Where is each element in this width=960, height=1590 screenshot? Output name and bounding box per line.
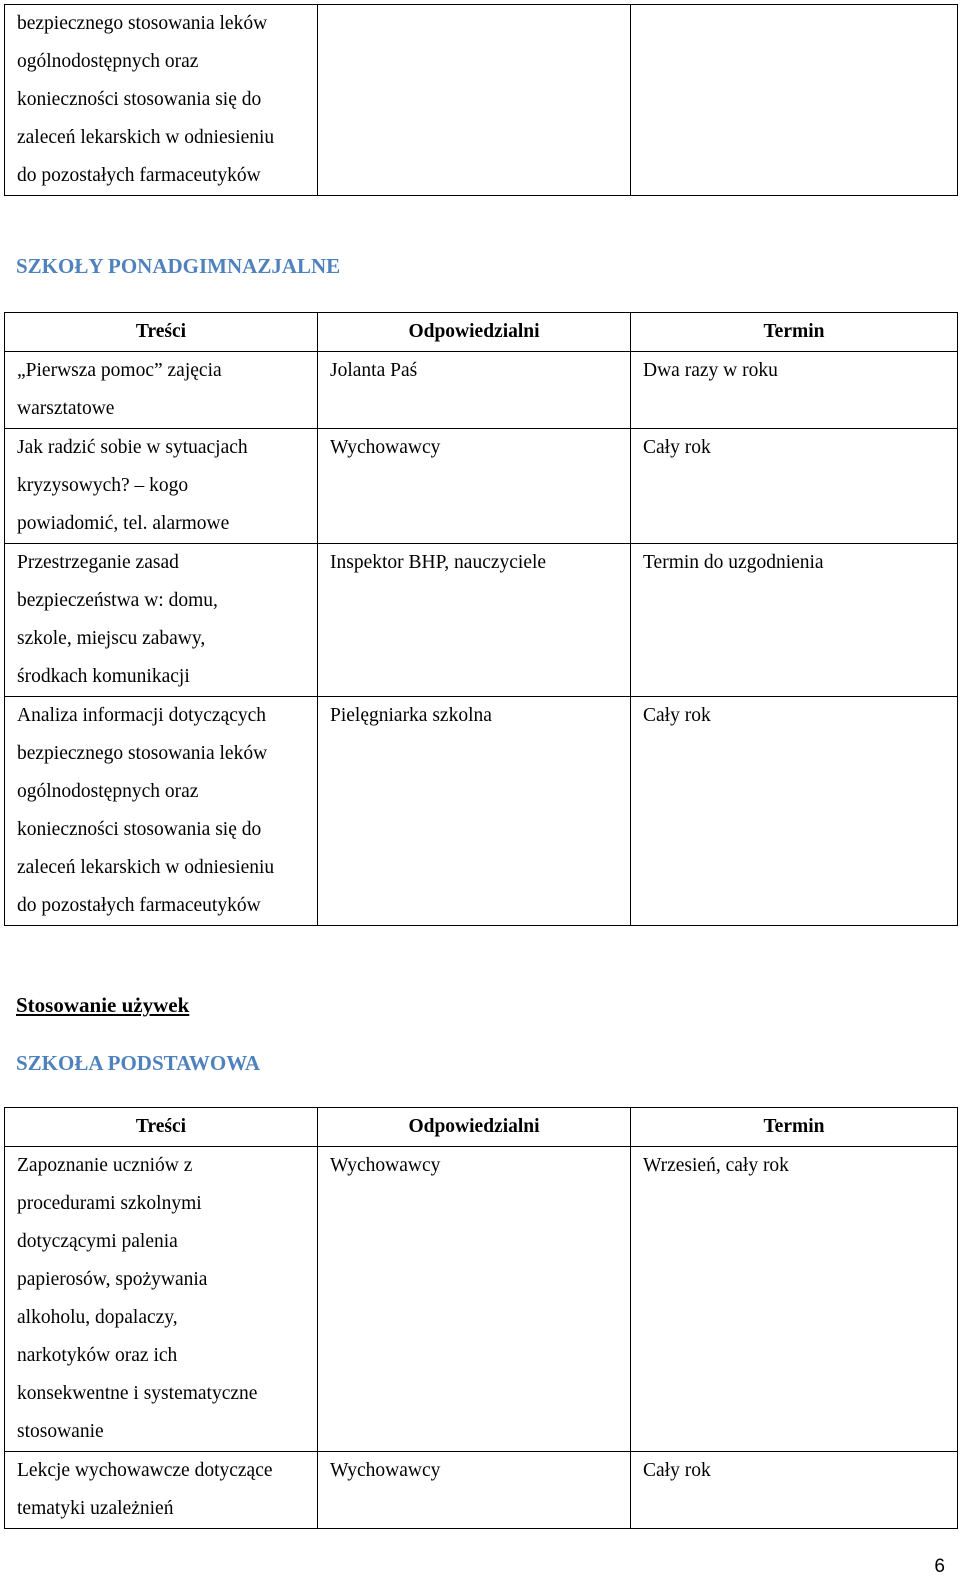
table-header-row — [5, 1108, 958, 1147]
termin-cell: Cały rok — [631, 1452, 958, 1529]
header-odpowiedzialni: Odpowiedzialni — [318, 313, 631, 352]
header-termin: Termin — [631, 313, 958, 352]
cell-text-line: Analiza informacji dotyczących — [17, 705, 267, 726]
odpowiedzialni-cell: Wychowawcy — [318, 429, 631, 544]
tresci-cell — [5, 1452, 318, 1529]
table-row — [5, 544, 958, 697]
termin-cell: Cały rok — [631, 697, 958, 926]
cell-text-line: kryzysowych? – kogo — [17, 475, 189, 496]
termin-cell: Termin do uzgodnienia — [631, 544, 958, 697]
section-heading-podstawowa: SZKOŁA PODSTAWOWA — [16, 1051, 261, 1075]
cell-text-line: do pozostałych farmaceutyków — [17, 895, 261, 916]
cell-text-line: bezpiecznego stosowania leków — [17, 743, 268, 764]
odpowiedzialni-cell: Wychowawcy — [318, 1147, 631, 1452]
cell-text-line: konieczności stosowania się do — [17, 89, 262, 110]
termin-cell: Cały rok — [631, 429, 958, 544]
table-header-row — [5, 313, 958, 352]
page-number: 6 — [934, 1556, 945, 1577]
section-heading-ponadgimnazjalne: SZKOŁY PONADGIMNAZJALNE — [16, 254, 341, 278]
cell-text-line: bezpiecznego stosowania leków — [17, 13, 268, 34]
header-odpowiedzialni: Odpowiedzialni — [318, 1108, 631, 1147]
cell-text-line: szkole, miejscu zabawy, — [17, 628, 206, 649]
cell-text-line: Zapoznanie uczniów z — [17, 1155, 193, 1176]
tresci-cell — [5, 544, 318, 697]
continuation-table — [4, 4, 958, 196]
header-tresci: Treści — [5, 1108, 318, 1147]
cell-text-line: procedurami szkolnymi — [17, 1193, 202, 1214]
cell-text-line: narkotyków oraz ich — [17, 1345, 178, 1366]
table-row — [5, 1452, 958, 1529]
cell-text-line: Jak radzić sobie w sytuacjach — [17, 437, 248, 458]
cell-text-line: Przestrzeganie zasad — [17, 552, 179, 573]
cell-text-line: środkach komunikacji — [17, 666, 190, 687]
cell-text-line: dotyczącymi palenia — [17, 1231, 178, 1252]
table-row — [5, 352, 958, 429]
odpowiedzialni-cell: Pielęgniarka szkolna — [318, 697, 631, 926]
termin-cell: Dwa razy w roku — [631, 352, 958, 429]
cell-text-line: do pozostałych farmaceutyków — [17, 165, 261, 186]
odpowiedzialni-cell: Jolanta Paś — [318, 352, 631, 429]
odpowiedzialni-cell: Inspektor BHP, nauczyciele — [318, 544, 631, 697]
cell-text-line: zaleceń lekarskich w odniesieniu — [17, 857, 275, 878]
cell-text-line: ogólnodostępnych oraz — [17, 51, 199, 72]
cell-text-line: warsztatowe — [17, 398, 115, 419]
tresci-cell — [5, 1147, 318, 1452]
odpowiedzialni-cell: Wychowawcy — [318, 1452, 631, 1529]
cell-text-line: „Pierwsza pomoc” zajęcia — [17, 360, 222, 381]
table-row — [5, 1147, 958, 1452]
cell-text-line: konieczności stosowania się do — [17, 819, 262, 840]
table-row — [5, 697, 958, 926]
cell-text-line: powiadomić, tel. alarmowe — [17, 513, 230, 534]
table-row — [5, 429, 958, 544]
cell-text-line: zaleceń lekarskich w odniesieniu — [17, 127, 275, 148]
schedule-table-podstawowa — [4, 1107, 958, 1529]
cell-text-line: stosowanie — [17, 1421, 104, 1442]
cell-text-line: konsekwentne i systematyczne — [17, 1383, 258, 1404]
cell-text-line: Lekcje wychowawcze dotyczące — [17, 1460, 273, 1481]
cell-text-line: bezpieczeństwa w: domu, — [17, 590, 218, 611]
header-tresci: Treści — [5, 313, 318, 352]
termin-cell: Wrzesień, cały rok — [631, 1147, 958, 1452]
cell-text-line: alkoholu, dopalaczy, — [17, 1307, 178, 1328]
header-termin: Termin — [631, 1108, 958, 1147]
tresci-cell — [5, 429, 318, 544]
table-row — [5, 5, 958, 196]
tresci-cell — [5, 697, 318, 926]
topic-heading-uzywki: Stosowanie używek — [16, 993, 190, 1017]
odpowiedzialni-cell — [318, 5, 631, 196]
cell-text-line: tematyki uzależnień — [17, 1498, 174, 1519]
tresci-cell — [5, 5, 318, 196]
schedule-table-ponadgimnazjalne — [4, 312, 958, 926]
termin-cell — [631, 5, 958, 196]
cell-text-line: papierosów, spożywania — [17, 1269, 208, 1290]
tresci-cell — [5, 352, 318, 429]
cell-text-line: ogólnodostępnych oraz — [17, 781, 199, 802]
